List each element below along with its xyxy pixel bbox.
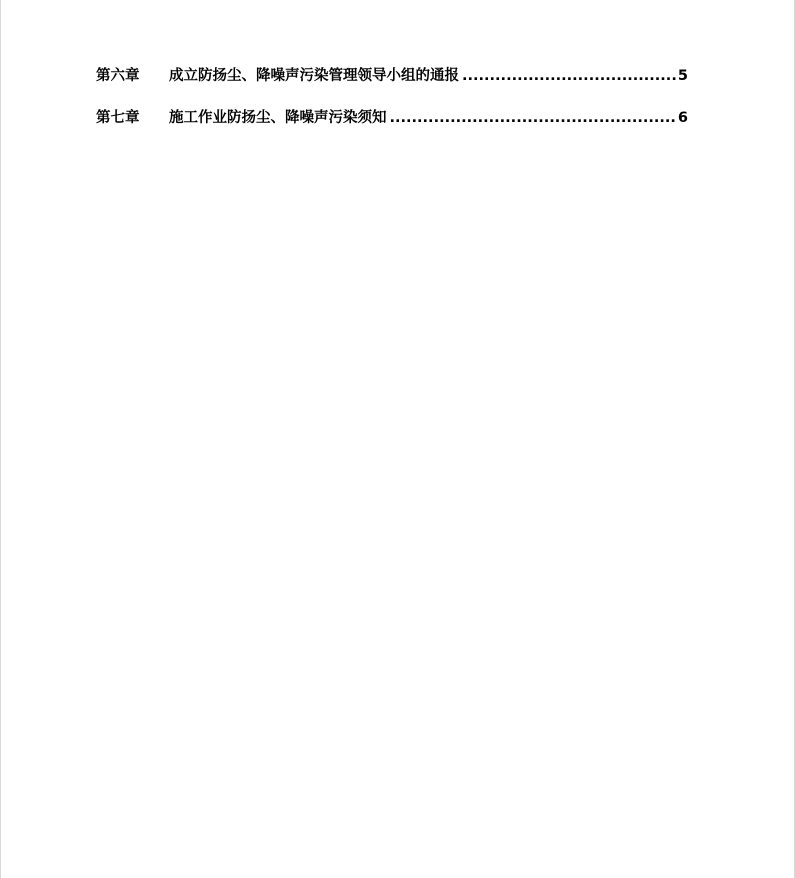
- toc-dot-leader: [462, 64, 677, 89]
- table-of-contents: [96, 64, 688, 148]
- toc-chapter-number: 第七章: [96, 110, 140, 126]
- toc-page-number: 6: [677, 110, 688, 126]
- toc-entry[interactable]: [96, 64, 688, 89]
- toc-page-number: 5: [677, 68, 688, 84]
- toc-entry-title: 施工作业防扬尘、降噪声污染须知: [169, 110, 387, 126]
- toc-chapter-number: 第六章: [96, 68, 140, 84]
- toc-entry[interactable]: [96, 106, 688, 131]
- toc-dot-leader: [390, 106, 677, 131]
- toc-entry-title: 成立防扬尘、降噪声污染管理领导小组的通报: [169, 68, 459, 84]
